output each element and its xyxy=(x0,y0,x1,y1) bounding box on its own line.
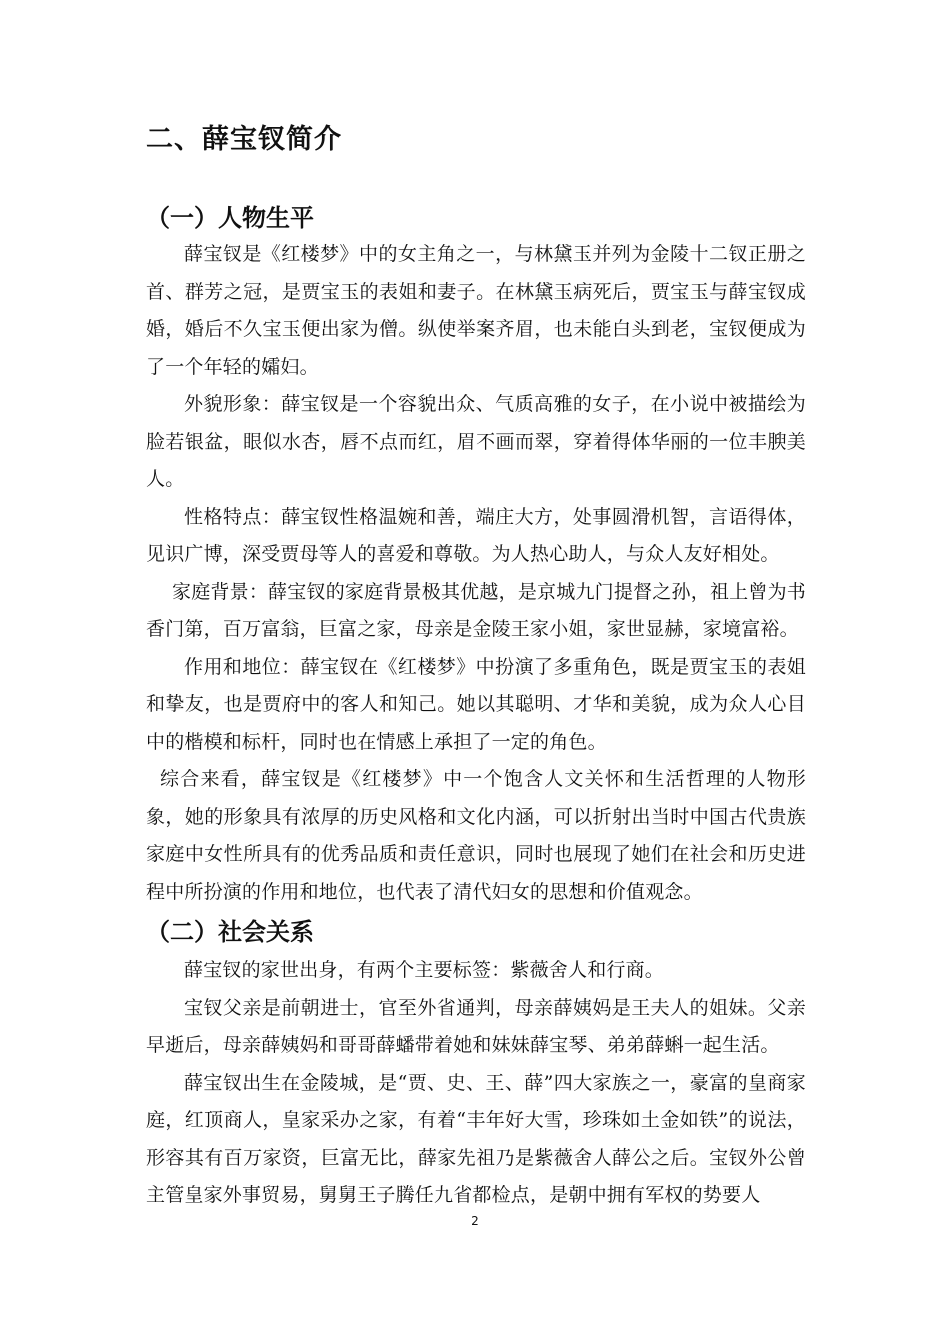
relations-body xyxy=(146,952,806,1215)
subsection-title-relations: （二）社会关系 xyxy=(146,918,314,946)
paragraph: 外貌形象：薛宝钗是一个容貌出众、气质高雅的女子，在小说中被描绘为脸若银盆，眼似水杏，唇不点而红，眉不画而翠，穿着得体华丽的一位丰腴美人。 xyxy=(146,393,806,490)
subsection-title-biography: （一）人物生平 xyxy=(146,204,314,232)
paragraph: 薛宝钗出生在金陵城，是“贾、史、王、薛”四大家族之一，豪富的皇商家庭，红顶商人，皇家采办之家，有着“丰年好大雪，珍珠如土金如铁”的说法，形容其有百万家资，巨富无比，薛家先祖乃是紫薇舍人薛公之后。宝钗外公曾主管皇家外事贸易，舅舅王子腾任九省都检点，是朝中拥有军权的势要人 xyxy=(146,1071,806,1206)
paragraph: 薛宝钗是《红楼梦》中的女主角之一，与林黛玉并列为金陵十二钗正册之首、群芳之冠，是贾宝玉的表姐和妻子。在林黛玉病死后，贾宝玉与薛宝钗成婚，婚后不久宝玉便出家为僧。纵使举案齐眉，也未能白头到老，宝钗便成为了一个年轻的孀妇。 xyxy=(146,243,806,378)
paragraph: 性格特点：薛宝钗性格温婉和善，端庄大方，处事圆滑机智，言语得体，见识广博，深受贾母等人的喜爱和尊敬。为人热心助人，与众人友好相处。 xyxy=(146,505,806,565)
paragraph: 薛宝钗的家世出身，有两个主要标签：紫薇舍人和行商。 xyxy=(184,959,665,981)
section-title: 二、薛宝钗简介 xyxy=(146,124,342,155)
paragraph: 宝钗父亲是前朝进士，官至外省通判，母亲薛姨妈是王夫人的姐妹。父亲早逝后，母亲薛姨妈和哥哥薛蟠带着她和妹妹薛宝琴、弟弟薛蝌一起生活。 xyxy=(146,996,806,1056)
paragraph: 家庭背景：薛宝钗的家庭背景极其优越，是京城九门提督之孙，祖上曾为书香门第，百万富翁，巨富之家，母亲是金陵王家小姐，家世显赫，家境富裕。 xyxy=(146,580,806,640)
biography-body xyxy=(146,236,806,911)
page-number: 2 xyxy=(471,1214,479,1228)
paragraph: 综合来看，薛宝钗是《红楼梦》中一个饱含人文关怀和生活哲理的人物形象，她的形象具有浓厚的历史风格和文化内涵，可以折射出当时中国古代贵族家庭中女性所具有的优秀品质和责任意识，同时也展现了她们在社会和历史进程中所扮演的作用和地位，也代表了清代妇女的思想和价值观念。 xyxy=(146,768,806,903)
paragraph: 作用和地位：薛宝钗在《红楼梦》中扮演了多重角色，既是贾宝玉的表姐和挚友，也是贾府中的客人和知己。她以其聪明、才华和美貌，成为众人心目中的楷模和标杆，同时也在情感上承担了一定的角色。 xyxy=(146,655,806,753)
